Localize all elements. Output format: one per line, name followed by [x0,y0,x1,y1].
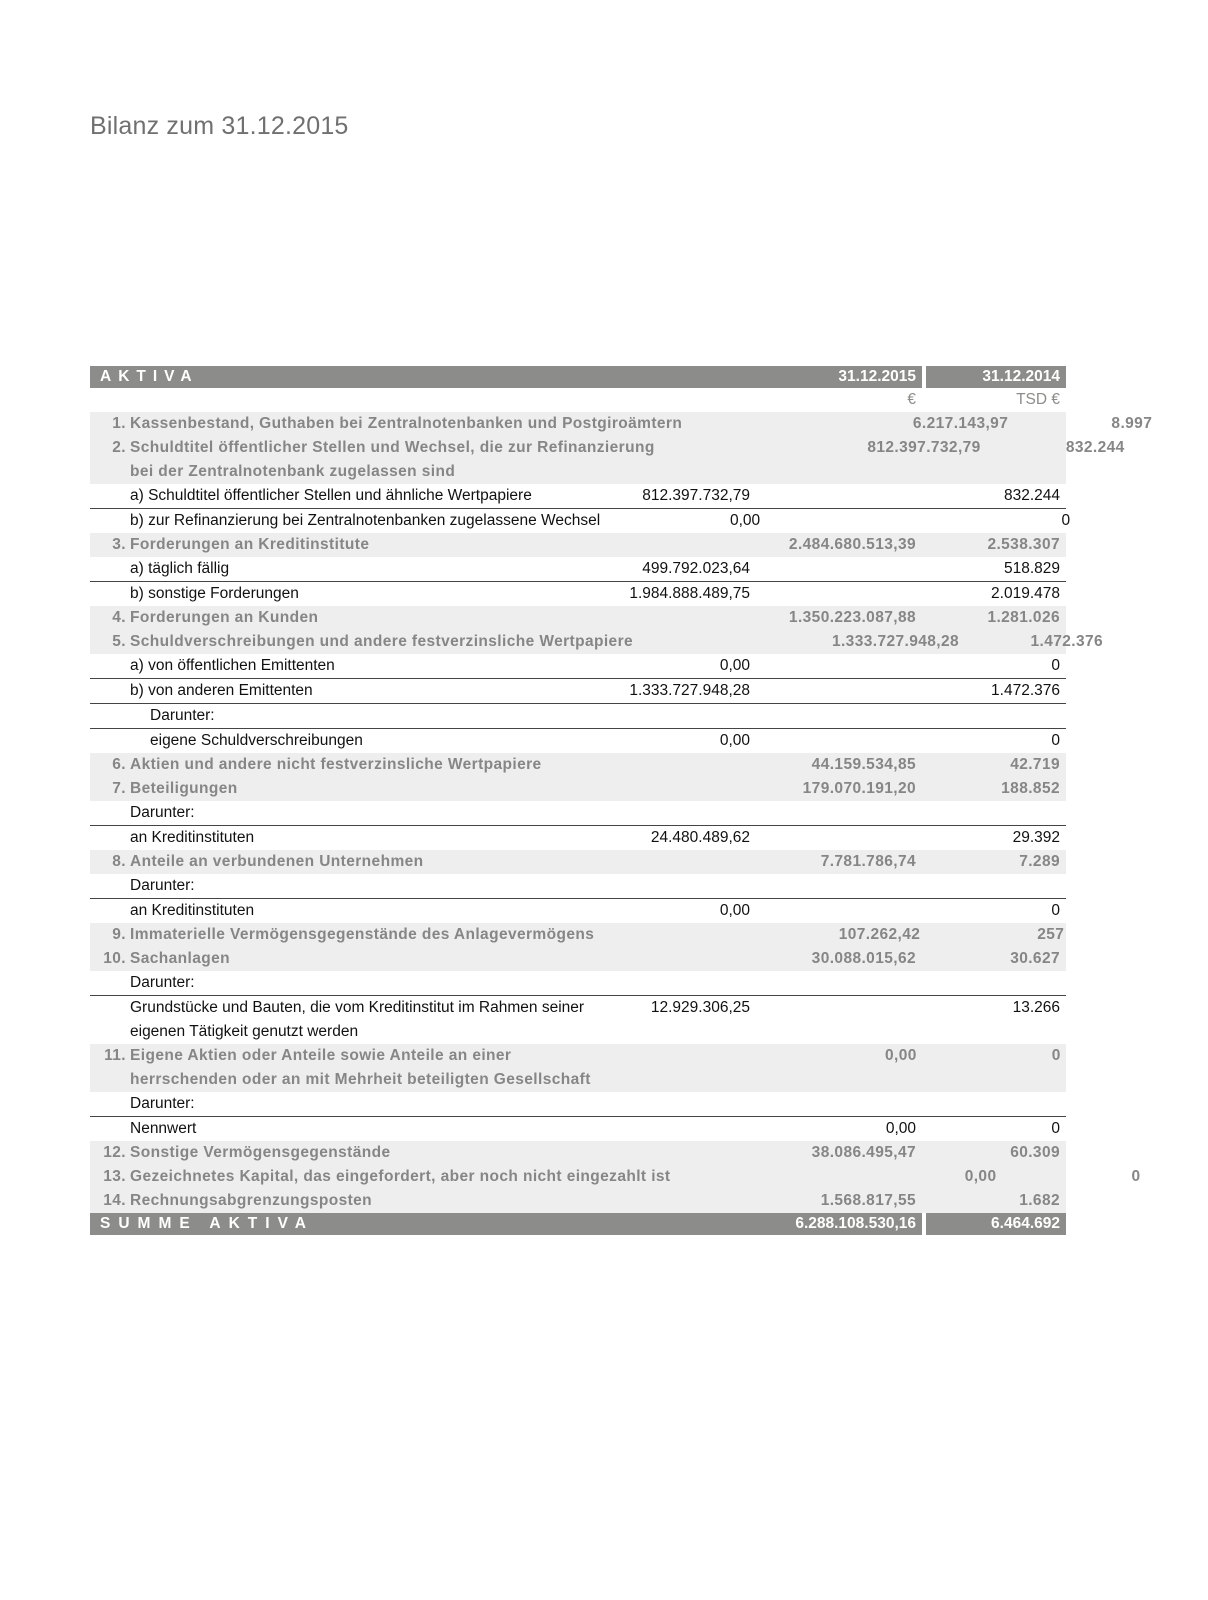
row-label: a) täglich fällig [130,560,230,577]
table-row-9 [90,923,1066,947]
table-row-8-darunter [90,874,1066,898]
row-label: an Kreditinstituten [130,829,255,846]
table-row-8-kreditinstitute [90,898,1066,923]
row-label: Gezeichnetes Kapital, das eingefordert, aber noch nicht eingezahlt ist [130,1168,671,1185]
page-title: Bilanz zum 31.12.2015 [90,112,349,140]
table-row-12 [90,1141,1066,1165]
value-2014: 1.472.376 [1030,633,1104,650]
row-label: Darunter: [130,804,195,821]
row-label: Aktien und andere nicht festverzinsliche Wertpapiere [130,756,542,773]
table-row-7-kreditinstitute [90,825,1066,850]
table-row-2 [90,436,1125,484]
row-label: an Kreditinstituten [130,902,255,919]
row-number: 7. [112,780,126,797]
value-2014: 42.719 [1010,756,1060,773]
row-number: 4. [112,609,126,626]
row-label: Forderungen an Kunden [130,609,319,626]
sub-value: 812.397.732,79 [642,487,750,504]
row-number: 2. [112,439,126,456]
row-label: Nennwert [130,1120,197,1137]
sub-value: 0,00 [719,902,750,919]
value-2014: 2.019.478 [991,585,1060,602]
total-label: SUMME AKTIVA [100,1215,314,1232]
table-row-14 [90,1189,1066,1213]
row-label: Darunter: [150,707,215,724]
row-number: 5. [112,633,126,650]
value-2014: 257 [1037,926,1065,943]
row-label: Darunter: [130,974,195,991]
sub-value: 24.480.489,62 [650,829,750,846]
value-2015: 0,00 [964,1168,997,1185]
table-row-5-darunter [90,703,1066,728]
table-row-1 [90,412,1153,436]
table-header [90,366,1066,388]
row-label: Anteile an verbundenen Unternehmen [130,853,424,870]
row-number: 11. [104,1047,126,1064]
row-label-line-1: Grundstücke und Bauten, die vom Kreditinstitut im Rahmen seiner [130,999,585,1016]
table-row-4 [90,606,1066,630]
row-label: a) Schuldtitel öffentlicher Stellen und ähnliche Wertpapiere [130,487,532,504]
value-2014: 0 [1051,902,1060,919]
value-2015: 7.781.786,74 [820,853,916,870]
row-label: Darunter: [130,877,195,894]
value-2015: 30.088.015,62 [811,950,916,967]
table-row-10-darunter [90,971,1066,995]
table-row-2a [90,484,1066,508]
table-row-11-nennwert [90,1116,1066,1141]
value-2014: 0 [1051,1120,1060,1137]
unit-2014: TSD € [1016,391,1060,408]
value-2014: 518.829 [1003,560,1060,577]
value-2014: 13.266 [1012,999,1060,1016]
value-2014: 8.997 [1111,415,1153,432]
row-label: Rechnungsabgrenzungsposten [130,1192,373,1209]
total-row [90,1213,1066,1235]
table-row-3a [90,557,1066,581]
value-2015: 0,00 [884,1047,917,1064]
row-label: b) sonstige Forderungen [130,585,299,602]
value-2014: 832.244 [1065,439,1125,456]
row-label: Beteiligungen [130,780,238,797]
row-number: 3. [112,536,126,553]
row-number: 10. [103,950,126,967]
value-2014: 0 [1131,1168,1141,1185]
value-2015: 2.484.680.513,39 [788,536,916,553]
value-2015: 38.086.495,47 [811,1144,916,1161]
table-row-5a [90,654,1066,678]
table-row-6 [90,753,1066,777]
table-row-7-darunter [90,801,1066,825]
unit-row [90,388,1066,412]
row-number: 13. [103,1168,126,1185]
value-2015: 1.333.727.948,28 [831,633,960,650]
row-label: Immaterielle Vermögensgegenstände des Anlagevermögens [130,926,595,943]
sub-value: 1.333.727.948,28 [629,682,750,699]
row-number: 6. [112,756,126,773]
row-label-line-1: Schuldtitel öffentlicher Stellen und Wechsel, die zur Refinanzierung [130,439,655,456]
sub-value: 0,00 [719,657,750,674]
row-label-line-2: herrschenden oder an mit Mehrheit beteiligten Gesellschaft [130,1071,591,1088]
value-2014: 0 [1051,1047,1061,1064]
value-2014: 7.289 [1019,853,1060,870]
sub-value: 0,00 [730,512,761,529]
table-row-3b [90,581,1066,606]
value-2014: 29.392 [1012,829,1060,846]
row-label: Kassenbestand, Guthaben bei Zentralnotenbanken und Postgiroämtern [130,415,683,432]
row-label: Sonstige Vermögensgegenstände [130,1144,391,1161]
header-2015: 31.12.2015 [748,366,926,388]
value-2014: 0 [1051,732,1060,749]
row-label-line-1: Eigene Aktien oder Anteile sowie Anteile an einer [130,1047,512,1064]
value-2014: 832.244 [1003,487,1060,504]
value-2014: 188.852 [1001,780,1060,797]
row-number: 1. [112,415,126,432]
row-label: Forderungen an Kreditinstitute [130,536,370,553]
sub-value: 1.984.888.489,75 [629,585,750,602]
row-label: Darunter: [130,1095,195,1112]
table-row-10 [90,947,1066,971]
table-row-13 [90,1165,1141,1189]
header-label: AKTIVA [100,368,199,385]
value-2015: 0,00 [885,1120,916,1137]
table-row-5-eigene [90,728,1066,753]
total-2015: 6.288.108.530,16 [748,1213,926,1235]
value-2015: 1.568.817,55 [820,1192,916,1209]
table-row-2b [90,508,1071,533]
table-row-7 [90,777,1066,801]
sub-value: 499.792.023,64 [642,560,750,577]
total-2014: 6.464.692 [991,1215,1060,1232]
row-number: 12. [103,1144,126,1161]
value-2014: 1.682 [1019,1192,1060,1209]
table-row-5 [90,630,1104,654]
value-2014: 60.309 [1010,1144,1060,1161]
value-2015: 1.350.223.087,88 [788,609,916,626]
row-number: 14. [103,1192,126,1209]
unit-2015: € [907,391,916,408]
table-row-11 [90,1044,1066,1092]
sub-value: 0,00 [719,732,750,749]
row-label: a) von öffentlichen Emittenten [130,657,335,674]
balance-sheet-table [90,366,1153,1235]
row-label-line-2: eigenen Tätigkeit genutzt werden [130,1023,359,1040]
value-2014: 1.472.376 [991,682,1060,699]
value-2015: 107.262,42 [838,926,921,943]
value-2014: 2.538.307 [987,536,1060,553]
value-2015: 44.159.534,85 [811,756,916,773]
table-row-11-darunter [90,1092,1066,1116]
value-2014: 0 [1061,512,1071,529]
row-label: b) von anderen Emittenten [130,682,313,699]
header-2014: 31.12.2014 [982,368,1060,385]
row-number: 9. [112,926,126,943]
value-2014: 30.627 [1010,950,1060,967]
value-2014: 1.281.026 [987,609,1060,626]
value-2015: 812.397.732,79 [867,439,981,456]
value-2014: 0 [1051,657,1060,674]
value-2015: 6.217.143,97 [912,415,1009,432]
value-2015: 179.070.191,20 [802,780,916,797]
table-row-5b [90,678,1066,703]
row-label-line-2: bei der Zentralnotenbank zugelassen sind [130,463,456,480]
table-row-8 [90,850,1066,874]
table-row-3 [90,533,1066,557]
row-label: Sachanlagen [130,950,231,967]
row-label: Schuldverschreibungen und andere festverzinsliche Wertpapiere [130,633,634,650]
sub-value: 12.929.306,25 [650,999,750,1016]
row-number: 8. [112,853,126,870]
row-label: b) zur Refinanzierung bei Zentralnotenbanken zugelassene Wechsel [130,512,601,529]
table-row-10-grundstuecke [90,995,1066,1044]
row-label: eigene Schuldverschreibungen [150,732,363,749]
